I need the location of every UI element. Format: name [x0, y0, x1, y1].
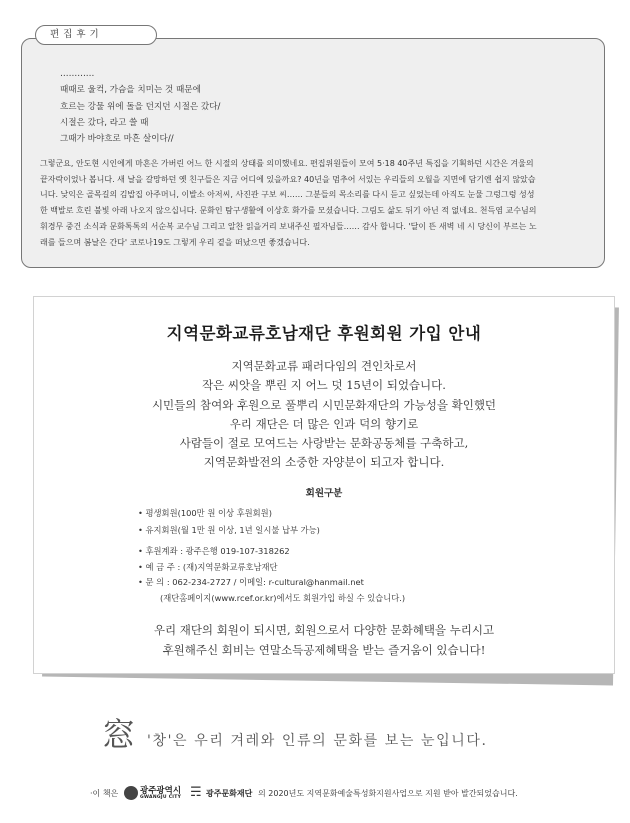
poem-line: 그때가 바야흐로 마흔 살이다//	[60, 134, 174, 145]
note-line: 래를 들으며 봄날은 간다' 코로나19도 그렇게 우리 곁을 떠났으면 좋겠습니다.	[40, 237, 310, 247]
outro-line: 후원해주신 회비는 연말소득공제혜택을 받는 즐거움이 있습니다!	[162, 643, 486, 657]
contact-list	[138, 544, 405, 606]
poem-line: …………	[60, 69, 95, 79]
sponsor-footer	[90, 783, 590, 803]
city-logo-name: 광주광역시	[140, 786, 182, 796]
editor-note-tab: 편집후기	[35, 25, 157, 45]
city-logo-sub: GWANGJU CITY	[140, 795, 182, 800]
note-line: 끝자락이었나 봅니다. 새 날을 갈망하던 옛 친구들은 지금 어디에 있을까요? 40년을 멈추어 서있는 우리들의 오월을 지면에 담기엔 쉽지 않았습	[40, 174, 536, 184]
gwangju-city-logo	[124, 783, 186, 803]
city-emblem-icon	[124, 786, 138, 800]
slogan	[102, 712, 522, 762]
account-holder: • 예 금 주 : (재)지역문화교류호남재단	[138, 561, 278, 572]
foundation-logo	[190, 783, 258, 803]
member-type-item: • 유지회원(월 1만 원 이상, 1년 일시불 납부 가능)	[138, 524, 320, 535]
membership-title: 지역문화교류호남재단 후원회원 가입 안내	[166, 324, 482, 343]
member-types-heading: 회원구분	[305, 488, 343, 499]
poem-line: 때때로 울컥, 가슴을 치미는 것 때문에	[60, 85, 201, 96]
membership-panel	[33, 296, 615, 674]
poem-line: 시절은 갔다, 라고 쓸 때	[60, 117, 149, 128]
membership-intro	[34, 357, 614, 473]
footer-prefix: ·이 책은	[90, 789, 119, 798]
homepage-note: (재단홈페이지(www.rcef.or.kr)에서도 회원가입 하실 수 있습니다.)	[160, 592, 406, 603]
editor-note-poem	[60, 66, 220, 147]
footer-suffix: 의 2020년도 지역문화예술특성화지원사업으로 지원 받아 발간되었습니다.	[258, 789, 518, 798]
member-type-item: • 평생회원(100만 원 이상 후원회원)	[138, 508, 272, 518]
intro-line: 지역문화발전의 소중한 자양분이 되고자 합니다.	[203, 455, 445, 470]
editor-note-body	[40, 156, 596, 250]
intro-line: 우리 재단은 더 많은 인과 덕의 향기로	[229, 416, 419, 431]
note-line: 니다. 낮익은 골목길의 김밥집 아주머니, 이발소 아저씨, 사진관 구보 씨…… 그분들의 목소리를 다시 듣고 싶었는데 아직도 눈물 그렁그렁 성성	[40, 190, 535, 200]
intro-line: 작은 씨앗을 뿌린 지 어느 덧 15년이 되었습니다.	[202, 378, 446, 393]
intro-line: 지역문화교류 패러다임의 견인차로서	[231, 359, 417, 373]
slogan-text: '창'은 우리 겨레와 인류의 문화를 보는 눈입니다.	[147, 733, 488, 749]
note-line: 휘경무 중건 소식과 문화톡톡의 서순복 교수님 그리고 알찬 읽을거리 보내주신 필자님들…… 감사 합니다. '달이 뜬 새벽 네 시 당신이 부르는 노	[40, 221, 537, 231]
intro-line: 사람들이 절로 모여드는 사랑받는 문화공동체를 구축하고,	[179, 436, 469, 451]
note-line: 그렇군요, 안도현 시인에게 마흔은 가버린 어느 한 시절의 상태를 의미했네요. 편집위원들이 모여 5·18 40주년 특집을 기획하던 시간은 겨울의	[40, 159, 534, 168]
member-types-list	[138, 505, 320, 538]
window-hanja-mark: 窓	[102, 715, 135, 754]
foundation-logo-name: 광주문화재단	[206, 789, 253, 798]
membership-outro	[34, 620, 614, 660]
outro-line: 우리 재단의 회원이 되시면, 회원으로서 다양한 문화혜택을 누리시고	[153, 623, 495, 637]
note-line: 한 백발로 흐린 불빛 아래 나오지 않으십니다. 문화인 탐구생활에 이상호 화가를 모셨습니다. 그림도 삶도 뒤기 아닌 적 없네요. 천득염 교수님의	[40, 206, 537, 216]
inquiry-contact: • 문 의 : 062-234-2727 / 이메일: r-cultural@hanmail.net	[138, 577, 364, 587]
foundation-emblem-icon: ☴	[190, 785, 202, 800]
intro-line: 시민들의 참여와 후원으로 풀뿌리 시민문화재단의 가능성을 확인했던	[151, 397, 497, 412]
donation-account: • 후원계좌 : 광주은행 019-107-318262	[138, 546, 290, 556]
poem-line: 흐르는 강물 위에 돌을 던지던 시절은 갔다/	[60, 101, 221, 112]
